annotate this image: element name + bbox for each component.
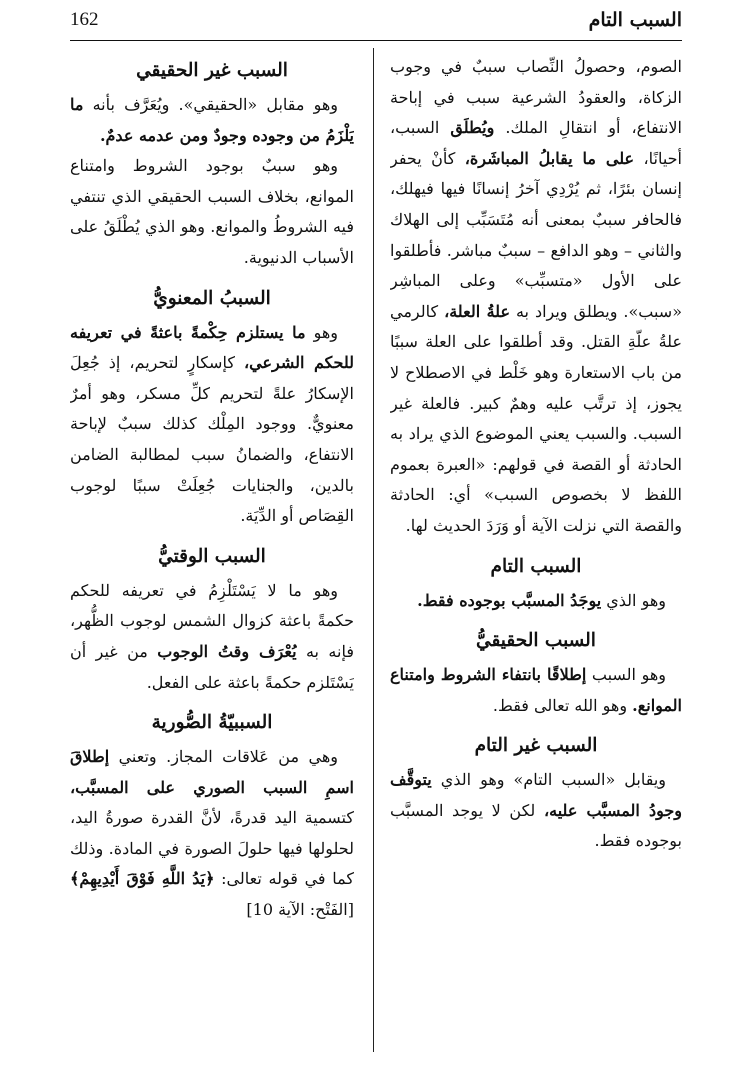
bold-term: يتوقَّف وجودُ المسبَّب عليه،: [390, 770, 682, 820]
bold-term: على ما يقابلُ المباشَرة،: [464, 148, 635, 168]
definition-paragraph: [70, 576, 354, 698]
definition-paragraph: [390, 586, 682, 617]
left-column: [70, 52, 354, 1060]
text-run: ويقابل «السبب التام» وهو الذي: [431, 770, 666, 790]
section-title-temporal-cause: السبب الوقتيُّ: [158, 545, 266, 567]
bold-term: إطلاقَ اسمِ السبب الصوري على المسبَّب،: [70, 747, 354, 797]
quran-verse: ﴿يَدُ اللَّهِ فَوْقَ أَيْدِيهِمْ﴾: [70, 869, 215, 889]
text-run: الصوم، وحصولُ النِّصاب سببٌ في وجوب الزكاة، والعقودُ الشرعية سبب في إباحة الانتفاع، أو انتقالِ الملك.: [390, 57, 682, 138]
bold-term: إطلاقًا بانتفاء الشروط وامتناع الموانع.: [390, 665, 682, 715]
bold-term: يوجَدُ المسبَّب بوجوده فقط.: [417, 590, 602, 610]
text-run: وهو مقابل «الحقيقي». ويُعَرَّف بأنه: [83, 95, 338, 114]
section-title-real-cause: السبب الحقيقيُّ: [476, 630, 596, 652]
definition-paragraph: [70, 318, 354, 532]
definition-paragraph: [390, 660, 682, 721]
text-run: لكن لا يوجد المسبَّب بوجوده فقط.: [390, 800, 682, 851]
text-run: السبب، أحيانًا،: [390, 118, 682, 168]
text-run: وهو الله تعالى فقط.: [492, 695, 633, 715]
text-run: كتسمية اليد قدرةً، لأنَّ القدرة صورةُ اليد، لحلولها فيها حلولَ الصورة في المادة. وذلك كما في قوله تعالى:: [70, 808, 354, 889]
section-title-incomplete-cause: السبب غير التام: [474, 735, 598, 757]
text-run: وهو: [305, 322, 339, 342]
bold-term: يُعْرَف وقتُ الوجوب: [157, 641, 297, 661]
section-title-non-real-cause: السبب غير الحقيقي: [136, 60, 288, 81]
text-run: من غير أن يَسْتَلزم حكمةً باعثة على الفعل.: [70, 641, 354, 692]
verse-reference: [الفَتْح: الآية 10]: [246, 900, 354, 920]
definition-paragraph: [70, 742, 354, 926]
text-run: كإسكارٍ لتحريم، إذ جُعِلَ الإسكارُ علةً لتحريم كلِّ مسكر، وهو أمرٌ معنويٌّ. ووجود المِلْك كذلك سببٌ لإباحة الانتفاع، والضمانُ سبب لمطالبة الضامن بالدين، والجنايات جُعِلَتْ سببًا لوجوب القِصَاص أو الدِّيَة.: [70, 353, 354, 526]
running-title: السبب التام: [588, 9, 682, 31]
text-run: كالرمي علةُ علّةِ القتل. وقد أطلقوا على العلة سببًا من باب الاستعارة وهو خَلْط في الاصطلاح لا يجوز، إذ ترتَّب عليه وهمٌ كبير. فالعلة غير السبب. والسبب يعني الموضوع الذي يراد به الحادثة أو القصة في قولهم: «العبرة بعموم اللفظ لا بخصوص السبب» أي: الحادثة والقصة التي نزلت الآية أو وَرَدَ الحديث لها.: [390, 301, 682, 535]
continued-paragraph: [390, 52, 682, 542]
body-paragraph: وهو سببٌ بوجود الشروط وامتناع الموانع، بخلاف السبب الحقيقي الذي تنتفي فيه الشروطُ والموانع. وهو الذي يُطْلَقُ على الأسباب الدنيوية.: [70, 156, 354, 267]
section-title-complete-cause: السبب التام: [490, 555, 582, 577]
bold-term: ما يَلْزَمُ من وجوده وجودٌ ومن عدمه عدمٌ.: [70, 95, 354, 145]
definition-paragraph: [70, 90, 354, 151]
bold-term: ويُطلَق: [450, 118, 495, 138]
right-column: [390, 52, 682, 1060]
text-run: وهو ما لا يَسْتَلْزِمُ في تعريفه للحكم حكمةً باعثة كزوال الشمس لوجوب الظُّهر، فإنه به: [70, 580, 354, 661]
definition-paragraph: [390, 765, 682, 857]
section-title-moral-cause: السببُ المعنويُّ: [153, 287, 271, 309]
bold-term: علةُ العلة،: [444, 301, 511, 321]
page-number: 162: [70, 9, 99, 30]
text-run: وهو الذي: [601, 590, 666, 610]
section-title-formal-causality: السببيّةُ الصُّورية: [151, 712, 273, 734]
text-run: وهي من عَلاقات المجاز. وتعني: [109, 747, 338, 767]
bold-term: ما يستلزم حِكْمةً باعثةً في تعريفه للحكم الشرعي،: [70, 322, 354, 373]
column-divider: [373, 48, 374, 1052]
text-run: وهو السبب: [586, 665, 667, 685]
text-run: كأنْ يحفر إنسان بئرًا، ثم يُرْدِي آخرُ إنسانًا فيها فيهلك، فالحافر سببٌ بمعنى أنه مُتَسَبِّب إلى الهلاك والثاني – وهو الدافع – سببٌ مباشر. فأطلقوا على الأول «متسبِّب» وعلى المباشِر «سبب». ويطلق ويراد به: [390, 148, 682, 321]
page-header: [70, 0, 682, 41]
